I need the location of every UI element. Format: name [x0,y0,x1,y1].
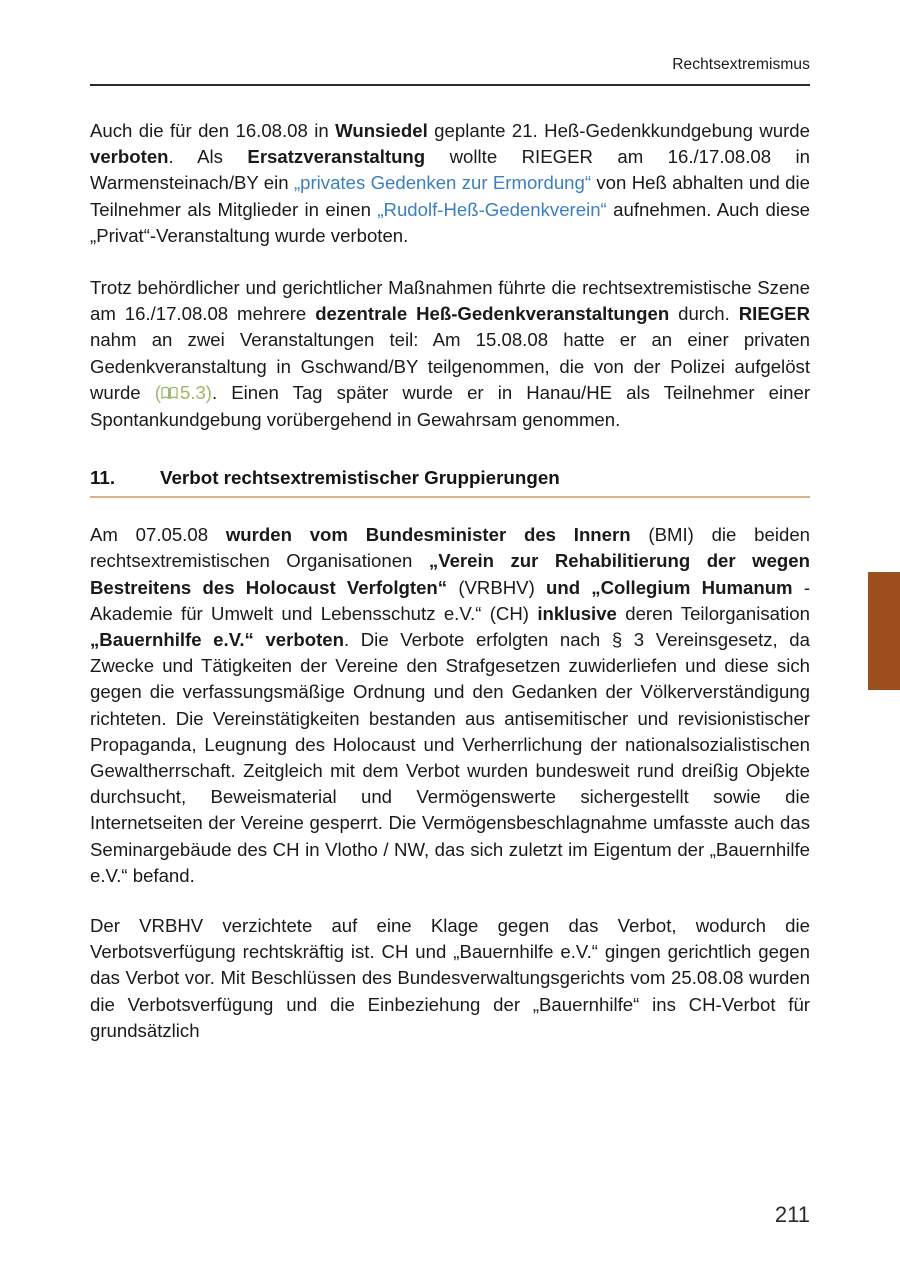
paragraph-1 [90,118,810,249]
p3-seg3: (VRBHV) [447,576,546,598]
p1-seg1: Auch die für den 16.08.08 in [90,120,336,141]
p1-seg2: geplante 21. Heß-Gedenkkundgebung wurde [427,120,810,141]
p3-bold-collegium-humanum: und „Collegium Humanum [545,576,793,598]
p3-seg1: Am 07.05.08 [90,524,226,546]
cross-reference[interactable] [155,382,212,403]
p3-bold-verein-rehabilitierung: „Verein zur Rehabilitierung der wegen Bestreitens des Holocaust Verfolgten“ [90,550,810,598]
p1-quote-gedenkverein: „Rudolf-Heß-Gedenkverein“ [377,198,607,220]
paragraph-4 [90,913,810,1044]
p3-seg2: (BMI) die beiden rechtsextremistischen Organisationen [90,524,810,572]
section-heading [90,467,810,489]
header-rule [90,84,810,86]
p3-seg5: deren Teilorganisation [616,602,810,624]
paragraph-2 [90,275,810,433]
p1-seg3: . Als [168,146,248,168]
p3-seg4: - Akademie für Umwelt und Lebensschutz e.V.“ (CH) [90,576,811,624]
p1-bold-verboten: verboten [90,146,169,168]
section-rule [90,496,810,498]
text-column [90,118,810,1044]
running-header [90,56,810,74]
p2-seg4: . Einen Tag später wurde er in Hanau/HE als Teilnehmer einer Spontankundgebung vorübergehend in Gewahrsam genommen. [90,381,811,431]
p2-seg2: durch. [669,303,739,325]
p1-bold-ersatzveranstaltung: Ersatzveranstaltung [247,146,426,168]
p2-bold-rieger: RIEGER [738,303,811,325]
paragraph-3 [90,522,810,889]
p3-bold-inklusive: inklusive [537,602,617,624]
section-title: Verbot rechtsextremistischer Gruppierungen [160,467,560,489]
section-number: 11. [90,467,116,489]
p3-bold-bmi: wurden vom Bundesminister des Innern [225,524,631,546]
p2-seg1: Trotz behördlicher und gerichtlicher Maßnahmen führte die rechtsextremistische Szene am 16./17.08.08 mehrere [90,277,810,325]
p1-seg4: wollte RIEGER am 16./17.08.08 in Warmensteinach/BY ein [90,146,810,194]
edge-tab-marker [868,572,900,690]
p4-seg1: Der VRBHV verzichtete auf eine Klage gegen das Verbot, wodurch die Verbotsverfügung rechtskräftig ist. CH und „Bauernhilfe e.V.“ gingen gerichtlich gegen das Verbot vor. Mit Beschlüssen des Bundesverwaltungsgerichts vom 25.08.08 wurden die Verbotsverfügung und die Einbeziehung der „Bauernhilfe“ ins CH-Verbot für grundsätzlich [90,915,810,1041]
cross-reference-close-paren: ) [205,381,212,403]
p1-seg6: aufnehmen. Auch diese „Privat“-Veranstaltung wurde verboten. [90,198,810,246]
p2-bold-gedenkveranstaltungen: dezentrale Heß-Gedenkveranstaltungen [315,303,670,325]
p2-seg3: nahm an zwei Veranstaltungen teil: Am 15.08.08 hatte er an einer privaten Gedenkveranstaltung in Gschwand/BY teilgenommen, die von der Polizei aufgelöst wurde [90,329,810,403]
running-header-title: Rechtsextremismus [672,56,810,73]
open-book-icon [161,381,178,407]
cross-reference-open-paren: ( [154,381,161,403]
p3-bold-bauernhilfe-verboten: „Bauernhilfe e.V.“ verboten [90,629,344,651]
cross-reference-number: 5.3 [179,381,206,403]
p1-seg5: von Heß abhalten und die Teilnehmer als Mitglieder in einen [90,172,810,220]
page-folio [90,1202,810,1228]
p3-seg6: . Die Verbote erfolgten nach § 3 Vereinsgesetz, da Zwecke und Tätigkeiten der Vereine den Strafgesetzen zuwiderliefen und diese sich gegen die verfassungsmäßige Ordnung und den Gedanken der Völkerverständigung richteten. Die Vereinstätigkeiten bestanden aus antisemitischer und revisionistischer Propaganda, Leugnung des Holocaust und Verherrlichung der nationalsozialistischen Gewaltherrschaft. Zeitgleich mit dem Verbot wurden bundesweit rund dreißig Objekte durchsucht, Beweismaterial und Vermögenswerte sichergestellt sowie die Internetseiten der Vereine gesperrt. Die Vermögensbeschlagnahme umfasste auch das Seminargebäude des CH in Vlotho / NW, das sich zuletzt im Eigentum der „Bauernhilfe e.V.“ befand. [90,629,810,886]
p1-bold-wunsiedel: Wunsiedel [335,120,428,141]
p1-quote-privates-gedenken: „privates Gedenken zur Ermordung“ [293,172,592,194]
page-number: 211 [774,1202,810,1227]
